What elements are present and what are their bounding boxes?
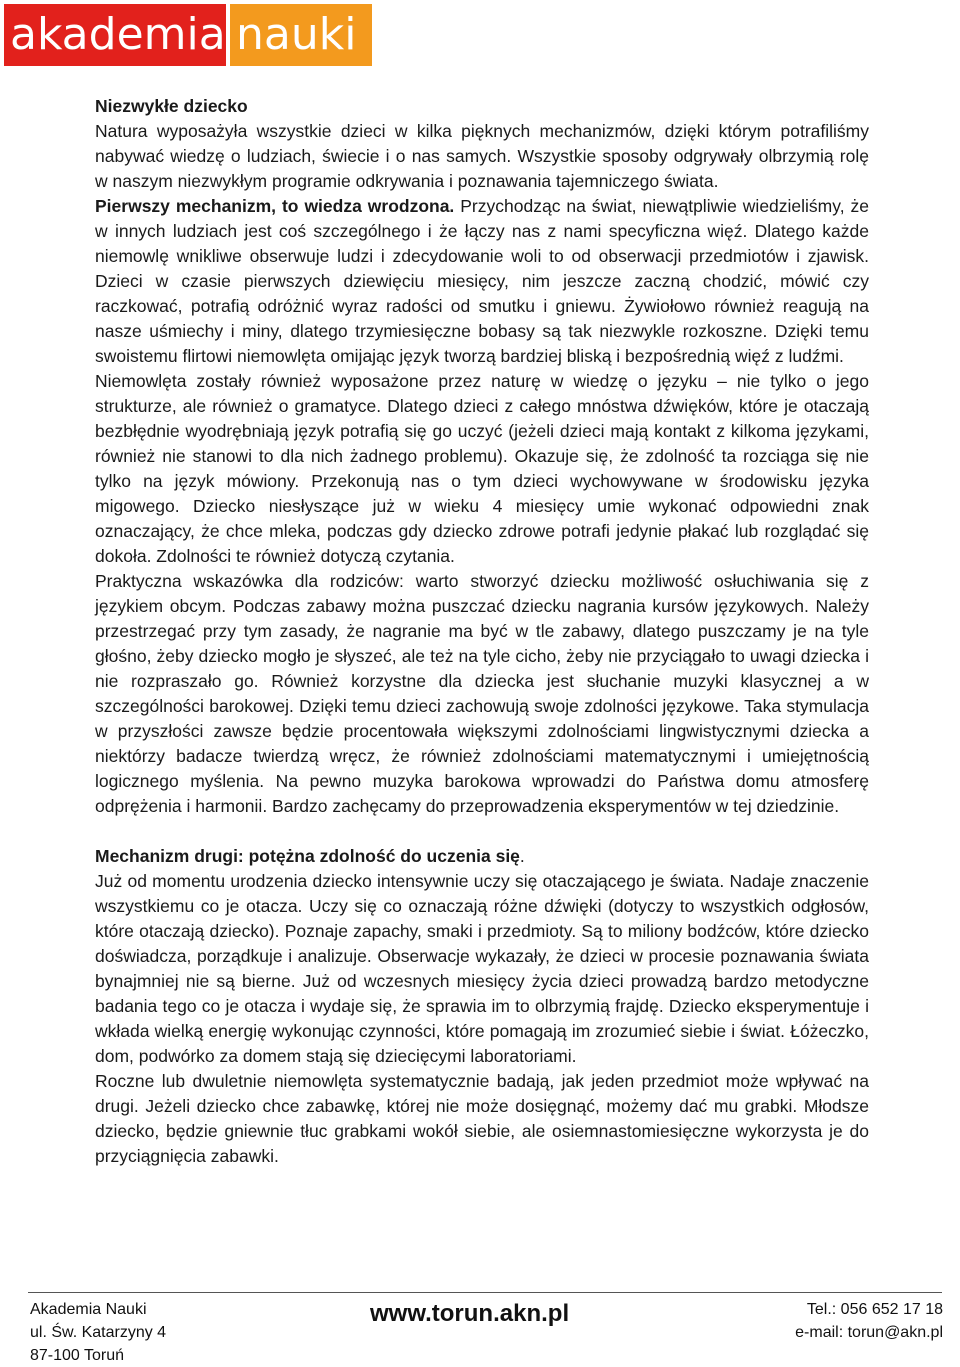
paragraph (95, 194, 869, 369)
logo (4, 4, 372, 66)
logo-word-akademia: akademia (4, 4, 226, 66)
bold-lead: Pierwszy mechanizm, to wiedza wrodzona. (95, 196, 455, 216)
footer-city: 87-100 Toruń (30, 1347, 124, 1364)
section-heading-2 (95, 844, 869, 869)
logo-word-nauki: nauki (230, 4, 372, 66)
footer-street: ul. Św. Katarzyny 4 (30, 1324, 167, 1341)
paragraph: Praktyczna wskazówka dla rodziców: warto stworzyć dziecku możliwość osłuchiwania się z językiem obcym. Podczas zabawy można puszczać dziecku nagrania kursów językowych. Należy przestrzegać przy tym zasady, że nagranie ma być w tle zabawy, dlatego puszczamy je na tyle głośno, żeby dziecko mogło je słyszeć, ale też na tyle cicho, żeby nie przyciągało to uwagi dziecka i nie rozpraszało go. Również korzystne dla dziecka jest słuchanie muzyki klasycznej a w szczególności barokowej. Dzięki temu dzieci zachowują swoje zdolności językowe. Taka stymulacja w przyszłości zawsze będzie procentowała większymi zdolnościami lingwistycznymi dziecka a niektórzy badacze twierdzą wręcz, że również zdolnościami matematycznymi i umiejętnością logicznego myślenia. Na pewno muzyka barokowa wprowadzi do Państwa domu atmosferę odprężenia i harmonii. Bardzo zachęcamy do przeprowadzenia eksperymentów w tej dziedzinie. (95, 571, 869, 816)
footer-email[interactable]: e-mail: torun@akn.pl (795, 1324, 943, 1341)
footer-website[interactable]: www.torun.akn.pl (370, 1300, 570, 1327)
paragraph: Niemowlęta zostały również wyposażone przez naturę w wiedzę o języku – nie tylko o jego strukturze, ale również o gramatyce. Dlatego dzieci z całego mnóstwa dźwięków, które je otaczają bezbłędnie wyodrębniają język potrafią się go uczyć (jeżeli dzieci mają kontakt z kilkoma językami, również nie stanowi to dla nich żadnego problemu). Okazuje się, że zdolność ta rozciąga się nie tylko na język mówiony. Przekonują nas o tym dzieci wychowywane w środowisku języka migowego. Dziecko niesłyszące już w wieku 4 miesięcy umie wykonać odpowiedni znak oznaczający, że chce mleka, podczas gdy dziecko zdrowe potrafi jedynie płakać lub rozglądać się dokoła. Zdolności te również dotyczą czytania. (95, 371, 869, 566)
footer-address (30, 1298, 166, 1367)
paragraph: Roczne lub dwuletnie niemowlęta systematycznie badają, jak jeden przedmiot może wpływać na drugi. Jeżeli dziecko chce zabawkę, której nie może dosięgnąć, możemy dać mu grabki. Młodsze dziecko, będzie gniewnie tłuc grabkami wokół siebie, ale osiemnastomiesięczne wykorzysta je do przyciągnięcia zabawki. (95, 1071, 869, 1166)
footer-divider (28, 1292, 942, 1293)
paragraph: Natura wyposażyła wszystkie dzieci w kilka pięknych mechanizmów, dzięki którym potrafiliśmy nabywać wiedzę o ludziach, świecie i o nas samych. Wszystkie sposoby odgrywały olbrzymią rolę w naszym niezwykłym programie odkrywania i poznawania tajemniczego świata. (95, 121, 869, 191)
footer-contact (795, 1298, 943, 1344)
section-heading-2-suffix: . (519, 846, 525, 866)
paragraph-text: Przychodząc na świat, niewątpliwie wiedzieliśmy, że w innych ludziach jest coś szczególnego i że łączy nas z nami specyficzna więź. Dlatego każde niemowlę wnikliwe obserwuje ludzi i zdecydowanie woli to od obserwacji przedmiotów i zjawisk. Dzieci w czasie pierwszych dziewięciu miesięcy, nim jeszcze zaczną chodzić, mówić czy raczkować, potrafią odróżnić wyraz radości od smutku i gniewu. Żywiołowo również reagują na nasze uśmiechy i miny, dlatego trzymiesięczne bobasy są tak niezwykle rozkoszne. Dzięki temu swoistemu flirtowi niemowlęta omijając język tworzą bardziej bliską i bezpośrednią więź z ludźmi. (95, 196, 870, 366)
footer-name: Akademia Nauki (30, 1301, 147, 1318)
article-body (95, 94, 869, 1169)
section-heading-1: Niezwykłe dziecko (95, 96, 248, 116)
paragraph: Już od momentu urodzenia dziecko intensywnie uczy się otaczającego je świata. Nadaje znaczenie wszystkiemu co je otacza. Uczy się co oznaczają różne dźwięki (dotyczy to wszystkich odgłosów, które otaczają dziecko). Poznaje zapachy, smaki i przedmioty. Są to miliony bodźców, które dziecko doświadcza, porządkuje i analizuje. Obserwacje wykazały, że dzieci w procesie poznawania świata bynajmniej nie są bierne. Już od wczesnych miesięcy życia dzieci prowadzą bardzo metodyczne badania tego co je otacza i wydaje się, że sprawia im to olbrzymią frajdę. Dziecko eksperymentuje i wkłada wielką energię wykonując czynności, które pomagają im zrozumieć siebie i świat. Łóżeczko, dom, podwórko za domem stają się dziecięcymi laboratoriami. (95, 871, 869, 1066)
section-heading-2-text: Mechanizm drugi: potężna zdolność do uczenia się (95, 846, 520, 866)
footer-phone: Tel.: 056 652 17 18 (806, 1301, 943, 1318)
